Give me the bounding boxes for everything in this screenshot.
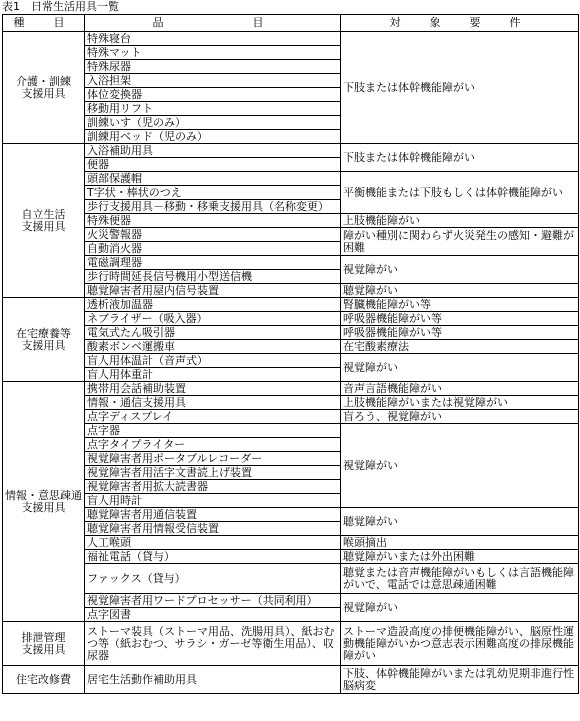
item-cell: 点字器	[85, 424, 341, 438]
table-row	[3, 228, 579, 242]
item-cell: 特殊尿器	[85, 60, 341, 74]
item-cell: 人工喉頭	[85, 536, 341, 550]
category-home-care	[3, 298, 85, 382]
item-cell: 視覚障害者用ポータブルレコーダー	[85, 452, 341, 466]
table-row	[3, 508, 579, 522]
item-cell: 居宅生活動作補助用具	[85, 666, 341, 694]
requirement-cell: 下肢または体幹機能障がい	[341, 32, 579, 144]
item-cell: ファックス（貸与）	[85, 564, 341, 594]
category-label: 支援用具	[21, 219, 66, 233]
category-label: 自立生活	[21, 207, 66, 221]
header-item: 品 目	[85, 15, 341, 32]
item-cell: 携帯用会話補助装置	[85, 382, 341, 396]
category-excretion	[3, 622, 85, 666]
table-row	[3, 536, 579, 550]
item-cell: 聴覚障害者用通信装置	[85, 508, 341, 522]
table-title: 表1 日常生活用具一覧	[2, 0, 119, 13]
category-label: 支援用具	[21, 86, 66, 100]
table-row	[3, 410, 579, 424]
requirement-cell: 呼吸器機能障がい等	[341, 326, 579, 340]
category-care	[3, 32, 85, 144]
item-cell: ネブライザー（吸入器）	[85, 312, 341, 326]
header-category: 種 目	[3, 15, 85, 32]
requirement-cell: 聴覚障がい	[341, 508, 579, 536]
item-cell: 体位変換器	[85, 88, 341, 102]
table-row	[3, 594, 579, 608]
item-cell: 聴覚障害者用屋内信号装置	[85, 284, 341, 298]
item-cell: 盲人用体重計	[85, 368, 341, 382]
category-label: 介護・訓練	[16, 74, 71, 88]
item-cell: 特殊便器	[85, 214, 341, 228]
requirement-cell: 視覚障がい	[341, 256, 579, 284]
item-cell: 自動消火器	[85, 242, 341, 256]
table-row	[3, 284, 579, 298]
category-label: 支援用具	[21, 500, 66, 514]
table-row	[3, 144, 579, 158]
requirement-cell: 腎臓機能障がい等	[341, 298, 579, 312]
table-row	[3, 354, 579, 368]
requirement-cell: 下肢、体幹機能障がいまたは乳幼児期非進行性脳病変	[341, 666, 579, 694]
table-row	[3, 256, 579, 270]
table-row	[3, 666, 579, 694]
table-row	[3, 312, 579, 326]
category-housing: 住宅改修費	[3, 666, 85, 694]
requirement-cell: 聴覚または音声機能障がいもしくは言語機能障がいで、電話では意思疎通困難	[341, 564, 579, 594]
requirement-cell: 平衡機能または下肢もしくは体幹機能障がい	[341, 172, 579, 214]
requirement-cell: 視覚障がい	[341, 354, 579, 382]
table-row	[3, 214, 579, 228]
item-cell: 視覚障害者用ワードプロセッサー（共同利用）	[85, 594, 341, 608]
category-label: 支援用具	[21, 642, 66, 656]
table-row	[3, 32, 579, 46]
item-cell: 盲人用時計	[85, 494, 341, 508]
item-cell: 入浴担架	[85, 74, 341, 88]
requirement-cell: 上肢機能障がい	[341, 214, 579, 228]
table-row	[3, 550, 579, 564]
table-row	[3, 382, 579, 396]
item-cell: 福祉電話（貸与）	[85, 550, 341, 564]
category-label: 支援用具	[21, 338, 66, 352]
item-cell: 訓練いす（児のみ）	[85, 116, 341, 130]
item-cell: 盲人用体温計（音声式）	[85, 354, 341, 368]
item-cell: 点字図書	[85, 608, 341, 622]
item-cell: 移動用リフト	[85, 102, 341, 116]
item-cell: ストーマ装具（ストーマ用品、洗腸用具）、紙おむつ等（紙おむつ、サラシ・ガーゼ等衛生用品）、収尿器	[85, 622, 341, 666]
requirement-cell: 呼吸器機能障がい等	[341, 312, 579, 326]
item-cell: 酸素ボンベ運搬車	[85, 340, 341, 354]
item-cell: 視覚障害者用活字文書読上げ装置	[85, 466, 341, 480]
requirement-cell: 障がい種別に関わらず火災発生の感知・避難が困難	[341, 228, 579, 256]
item-cell: 特殊寝台	[85, 32, 341, 46]
item-cell: 歩行支援用具－移動・移乗支援用具（名称変更）	[85, 200, 341, 214]
item-cell: 点字タイプライター	[85, 438, 341, 452]
item-cell: 特殊マット	[85, 46, 341, 60]
requirement-cell: 視覚障がい	[341, 424, 579, 508]
table-row	[3, 326, 579, 340]
item-cell: 点字ディスプレイ	[85, 410, 341, 424]
table-row	[3, 622, 579, 666]
item-cell: 入浴補助用具	[85, 144, 341, 158]
item-cell: 便器	[85, 158, 341, 172]
requirement-cell: 聴覚障がいまたは外出困難	[341, 550, 579, 564]
requirement-cell: 盲ろう、視覚障がい	[341, 410, 579, 424]
item-cell: 訓練用ベッド（児のみ）	[85, 130, 341, 144]
item-cell: 電気式たん吸引器	[85, 326, 341, 340]
requirement-cell: 音声言語機能障がい	[341, 382, 579, 396]
item-cell: 電磁調理器	[85, 256, 341, 270]
item-cell: 情報・通信支援用具	[85, 396, 341, 410]
item-cell: 火災警報器	[85, 228, 341, 242]
header-requirement: 対 象 要 件	[341, 15, 579, 32]
item-cell: 聴覚障害者用情報受信装置	[85, 522, 341, 536]
item-cell: 歩行時間延長信号機用小型送信機	[85, 270, 341, 284]
requirement-cell: 視覚障がい	[341, 594, 579, 622]
requirement-cell: 上肢機能障がいまたは視覚障がい	[341, 396, 579, 410]
table-row	[3, 396, 579, 410]
item-cell: 頭部保護帽	[85, 172, 341, 186]
category-label: 在宅療養等	[16, 326, 71, 340]
category-info	[3, 382, 85, 622]
item-cell: 透析液加温器	[85, 298, 341, 312]
header-row	[3, 15, 579, 32]
table-row	[3, 564, 579, 594]
requirement-cell: 喉頭摘出	[341, 536, 579, 550]
table-row	[3, 424, 579, 438]
requirement-cell: 下肢または体幹機能障がい	[341, 144, 579, 172]
requirement-cell: 聴覚障がい	[341, 284, 579, 298]
category-label: 排泄管理	[21, 630, 66, 644]
requirement-cell: 在宅酸素療法	[341, 340, 579, 354]
table-row	[3, 340, 579, 354]
item-cell: 視覚障害者用拡大読書器	[85, 480, 341, 494]
category-independence	[3, 144, 85, 298]
requirement-cell: ストーマ造設高度の排便機能障がい、脳原性運動機能障がいかつ意志表示困難高度の排尿機能障がい	[341, 622, 579, 666]
category-label: 情報・意思疎通	[5, 488, 82, 502]
daily-living-equipment-table	[2, 14, 579, 694]
table-row	[3, 172, 579, 186]
item-cell: T字状・棒状のつえ	[85, 186, 341, 200]
table-row	[3, 298, 579, 312]
